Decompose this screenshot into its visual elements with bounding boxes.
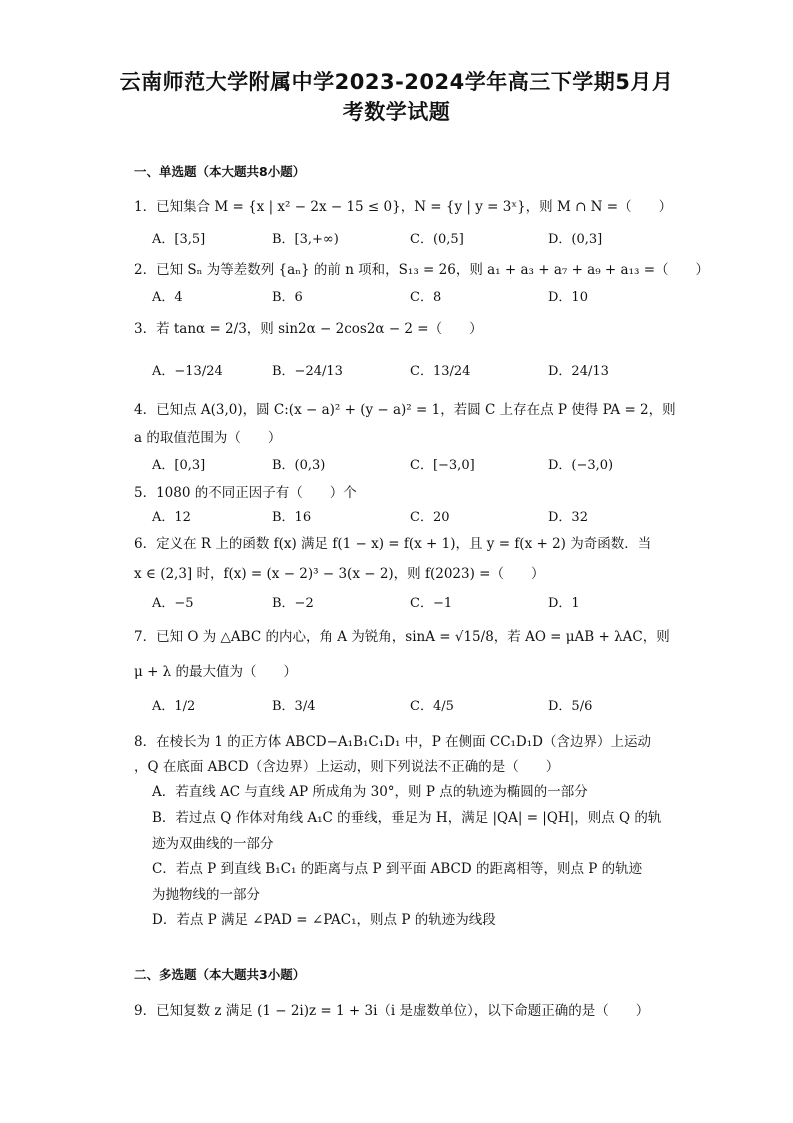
question-7-options — [152, 695, 652, 717]
question-1-stem: 1．已知集合 M = {x | x² − 2x − 15 ≤ 0}，N = {y | y = 3ˣ}，则 M ∩ N =（ ） — [134, 199, 673, 215]
question-6-stem-line-1: 6．定义在 R 上的函数 f(x) 满足 f(1 − x) = f(x + 1)，且 y = f(x + 2) 为奇函数．当 — [134, 536, 652, 552]
question-8-option-a: A．若直线 AC 与直线 AP 所成角为 30°，则 P 点的轨迹为椭圆的一部分 — [152, 784, 588, 800]
question-3-option-b: B．−24/13 — [272, 364, 343, 379]
question-7-option-a: A．1/2 — [152, 699, 196, 714]
question-8-option-c-line-2: 为抛物线的一部分 — [152, 887, 260, 903]
question-7-option-d: D．5/6 — [548, 699, 593, 714]
question-4-stem-line-1: 4．已知点 A(3,0)，圆 C:(x − a)² + (y − a)² = 1，若圆 C 上存在点 P 使得 PA = 2，则 — [134, 402, 676, 418]
question-6-option-d: D．1 — [548, 596, 580, 611]
question-6-option-a: A．−5 — [152, 596, 194, 611]
question-3-option-d: D．24/13 — [548, 364, 609, 379]
question-2-option-b: B．6 — [272, 290, 303, 305]
exam-title-line-2: 考数学试题 — [342, 100, 451, 124]
question-5-options — [152, 506, 652, 528]
question-7-option-c: C．4/5 — [410, 699, 454, 714]
question-3-options — [152, 360, 652, 382]
question-3-option-a: A．−13/24 — [152, 364, 223, 379]
question-1-option-c: C．(0,5] — [410, 232, 464, 247]
question-6-stem-line-2: x ∈ (2,3] 时，f(x) = (x − 2)³ − 3(x − 2)，则 f(2023) =（ ） — [134, 566, 545, 582]
question-3-option-c: C．13/24 — [410, 364, 471, 379]
question-2-option-c: C．8 — [410, 290, 442, 305]
question-5-option-d: D．32 — [548, 510, 588, 525]
question-9-stem: 9．已知复数 z 满足 (1 − 2i)z = 1 + 3i（i 是虚数单位），以下命题正确的是（ ） — [134, 1003, 650, 1019]
question-5-option-a: A．12 — [152, 510, 191, 525]
question-5-option-c: C．20 — [410, 510, 450, 525]
question-8-stem-line-1: 8．在棱长为 1 的正方体 ABCD−A₁B₁C₁D₁ 中，P 在侧面 CC₁D₁D（含边界）上运动 — [134, 734, 651, 750]
question-4-option-c: C．[−3,0] — [410, 458, 475, 473]
question-8-option-b-line-1: B．若过点 Q 作体对角线 A₁C 的垂线，垂足为 H，满足 |QA| = |QH|，则点 Q 的轨 — [152, 810, 662, 826]
question-3-stem: 3．若 tanα = 2/3，则 sin2α − 2cos2α − 2 =（ ） — [134, 321, 483, 337]
question-4-option-b: B．(0,3) — [272, 458, 326, 473]
question-4-option-a: A．[0,3] — [152, 458, 206, 473]
question-7-option-b: B．3/4 — [272, 699, 316, 714]
question-4-option-d: D．(−3,0) — [548, 458, 614, 473]
question-8-option-c-line-1: C．若点 P 到直线 B₁C₁ 的距离与点 P 到平面 ABCD 的距离相等，则点 P 的轨迹 — [152, 861, 643, 877]
question-8-option-b-line-2: 迹为双曲线的一部分 — [152, 836, 274, 852]
question-7-stem-line-2: μ + λ 的最大值为（ ） — [134, 664, 298, 680]
section-heading-multiple-choice: 二、多选题（本大题共3小题） — [134, 967, 306, 982]
question-8-option-d: D．若点 P 满足 ∠PAD = ∠PAC₁，则点 P 的轨迹为线段 — [152, 912, 496, 928]
question-1-option-d: D．(0,3] — [548, 232, 603, 247]
question-2-option-d: D．10 — [548, 290, 588, 305]
question-2-options — [152, 286, 652, 308]
question-5-option-b: B．16 — [272, 510, 312, 525]
section-heading-single-choice: 一、单选题（本大题共8小题） — [134, 164, 306, 179]
question-2-stem: 2．已知 Sₙ 为等差数列 {aₙ} 的前 n 项和，S₁₃ = 26，则 a₁ + a₃ + a₇ + a₉ + a₁₃ =（ ） — [134, 262, 710, 278]
question-4-options — [152, 454, 652, 476]
question-6-option-b: B．−2 — [272, 596, 314, 611]
question-2-option-a: A．4 — [152, 290, 183, 305]
question-6-options — [152, 592, 652, 614]
exam-title-line-1: 云南师范大学附属中学2023-2024学年高三下学期5月月 — [119, 70, 674, 94]
question-6-option-c: C．−1 — [410, 596, 453, 611]
question-7-stem-line-1: 7．已知 O 为 △ABC 的内心，角 A 为锐角，sinA = √15/8，若 AO = μAB + λAC，则 — [134, 629, 670, 645]
question-5-stem: 5．1080 的不同正因子有（ ）个 — [134, 485, 357, 501]
question-8-stem-line-2: ，Q 在底面 ABCD（含边界）上运动，则下列说法不正确的是（ ） — [134, 759, 560, 775]
question-4-stem-line-2: a 的取值范围为（ ） — [134, 430, 282, 446]
question-1-options — [152, 228, 652, 250]
question-1-option-a: A．[3,5] — [152, 232, 206, 247]
question-1-option-b: B．[3,+∞) — [272, 232, 339, 247]
